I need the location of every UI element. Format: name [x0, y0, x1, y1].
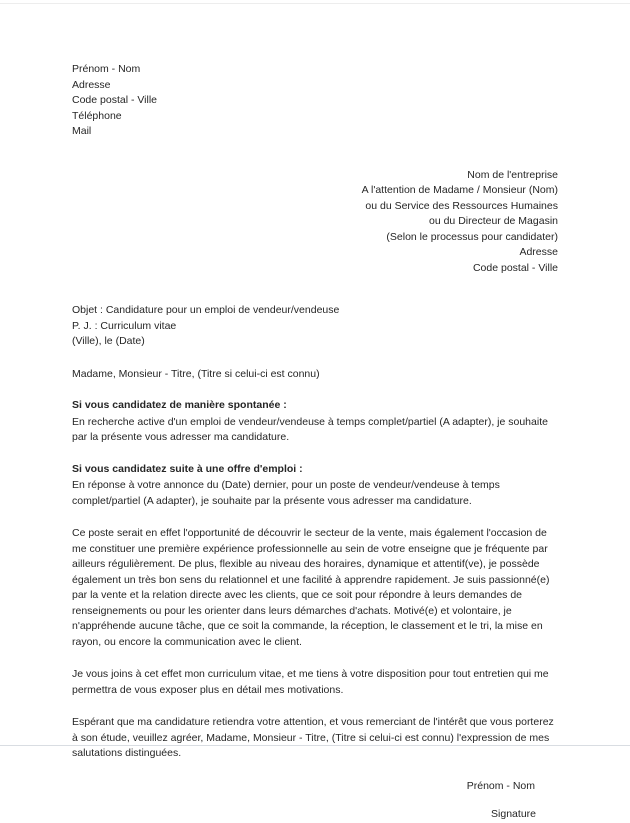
attachment-paragraph: Je vous joins à cet effet mon curriculum vitae, et me tiens à votre disposition pour tout entretien qui me permettra de vous exposer plus en détail mes motivations.: [72, 668, 549, 696]
offer-heading-block: [72, 446, 558, 478]
sender-line-address: Adresse: [72, 78, 111, 91]
page-bottom-rule: [0, 745, 630, 746]
subject-line-objet: Objet : Candidature pour un emploi de vendeur/vendeuse: [72, 304, 340, 316]
salutation-line: Madame, Monsieur - Titre, (Titre si celui-ci est connu): [72, 367, 320, 380]
sender-line-mail: Mail: [72, 125, 92, 137]
motivation-paragraph-block: [72, 509, 558, 650]
letter-content: [72, 0, 558, 823]
spontaneous-heading: Si vous candidatez de manière spontanée :: [72, 399, 287, 411]
offer-body: En réponse à votre annonce du (Date) dernier, pour un poste de vendeur/vendeuse à temps complet/partiel (A adapter), je souhaite par la présente vous adresser ma candidature.: [72, 479, 500, 507]
recipient-line-process: (Selon le processus pour candidater): [386, 230, 558, 243]
closing-paragraph-block: [72, 698, 558, 762]
sender-line-phone: Téléphone: [72, 109, 122, 122]
signature-label: Signature: [491, 808, 536, 820]
recipient-line-attention: A l'attention de Madame / Monsieur (Nom): [361, 184, 558, 196]
recipient-line-company: Nom de l'entreprise: [467, 168, 558, 181]
sender-address-block: [72, 0, 558, 140]
subject-line-pj: P. J. : Curriculum vitae: [72, 319, 177, 332]
signature-name-block: [72, 762, 558, 795]
offer-heading: Si vous candidatez suite à une offre d'emploi :: [72, 462, 303, 475]
sender-line-name: Prénom - Nom: [72, 63, 141, 75]
spontaneous-body-block: [72, 414, 558, 446]
sender-line-city: Code postal - Ville: [72, 94, 158, 106]
attachment-paragraph-block: [72, 650, 558, 698]
signature-label-block: [72, 794, 558, 823]
motivation-paragraph: Ce poste serait en effet l'opportunité de découvrir le secteur de la vente, mais également l'occasion de me constituer une première expérience professionnelle au sein de votre enseigne que je fréquente par ailleurs régulièrement. De plus, flexible au niveau des horaires, dynamique et attentif(ve), je possède également un très bon sens du relationnel et une facilité à apprendre rapidement. Je suis passionné(e) par la vente et la relation directe avec les clients, que ce soit pour répondre à leurs demandes de renseignements ou pour les orienter dans leurs démarches d'achats. Motivé(e) et volontaire, je n'appréhende aucune tâche, que ce soit la commande, la réception, le classement et le tri, la mise en rayon, ou encore la communication avec le client.: [72, 527, 550, 648]
recipient-line-address: Adresse: [519, 246, 558, 258]
subject-block: [72, 276, 558, 350]
recipient-line-director: ou du Directeur de Magasin: [429, 215, 558, 227]
closing-paragraph: Espérant que ma candidature retiendra votre attention, et vous remerciant de l'intérêt que vous porterez à son étude, veuillez agréer, Madame, Monsieur - Titre, (Titre si celui-ci est connu) l'expression de mes salutations distinguées.: [72, 716, 554, 759]
offer-body-block: [72, 477, 558, 509]
salutation-block: [72, 350, 558, 383]
subject-line-place-date: (Ville), le (Date): [72, 335, 145, 347]
recipient-line-city: Code postal - Ville: [472, 261, 558, 274]
recipient-address-block: [72, 140, 558, 277]
recipient-line-hr: ou du Service des Ressources Humaines: [365, 199, 558, 212]
signature-name: Prénom - Nom: [466, 779, 535, 792]
spontaneous-body: En recherche active d'un emploi de vendeur/vendeuse à temps complet/partiel (A adapter), je souhaite par la présente vous adresser ma candidature.: [72, 415, 548, 443]
spontaneous-heading-block: [72, 382, 558, 414]
